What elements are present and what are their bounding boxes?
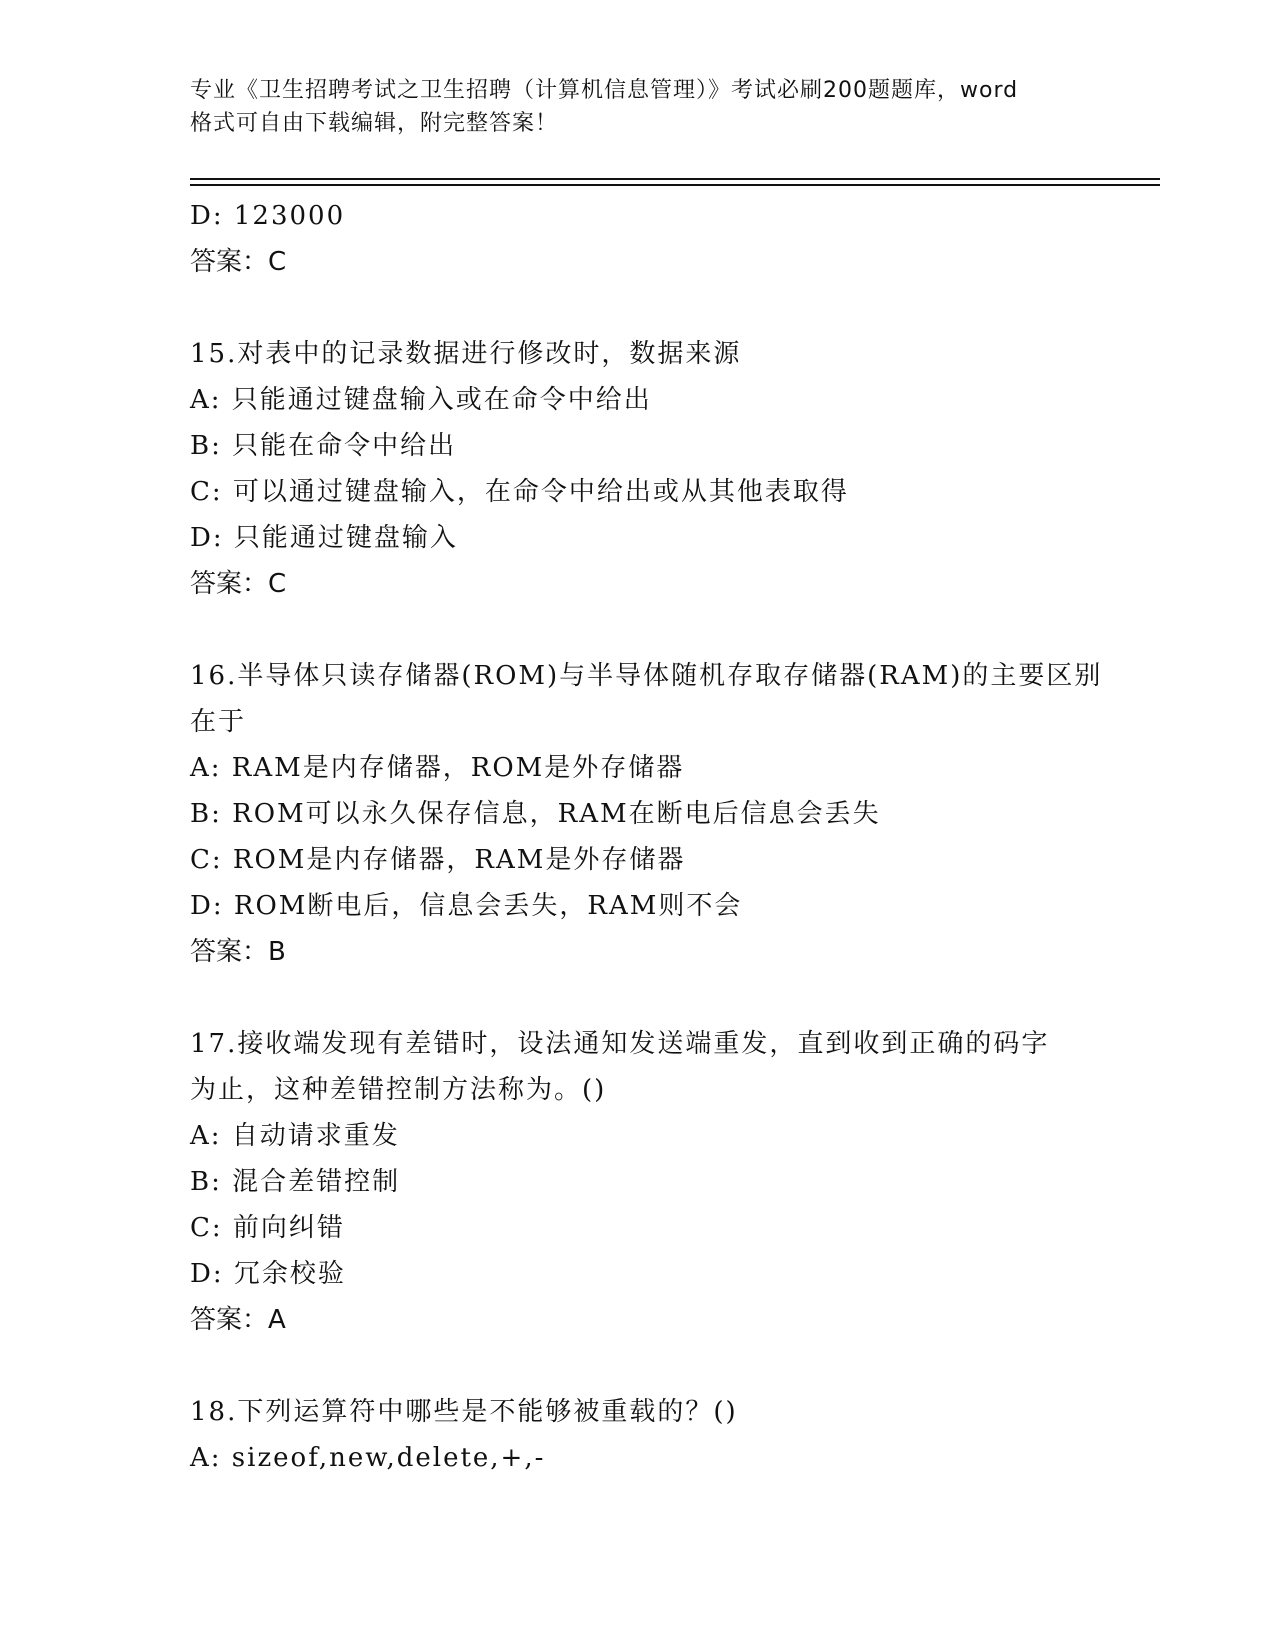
- question-16: [190, 653, 1103, 975]
- option-b: B: ROM可以永久保存信息，RAM在断电后信息会丢失: [190, 799, 881, 829]
- spacer: [190, 285, 1090, 331]
- question-stem-continued: 在于: [190, 707, 247, 737]
- option-d: D: 冗余校验: [190, 1259, 346, 1289]
- option-a: A: 只能通过键盘输入或在命令中给出: [190, 385, 652, 415]
- option-d: D: ROM断电后，信息会丢失，RAM则不会: [190, 891, 743, 921]
- question-15: [190, 331, 1090, 607]
- option-b: B: 只能在命令中给出: [190, 431, 457, 461]
- previous-option-d: D: 123000: [190, 201, 346, 231]
- question-list: [190, 193, 1103, 1481]
- option-c: C: 可以通过键盘输入，在命令中给出或从其他表取得: [190, 477, 849, 507]
- option-a: A: sizeof,new,delete,+,-: [190, 1443, 546, 1473]
- option-a: A: 自动请求重发: [190, 1121, 400, 1151]
- spacer: [190, 607, 1090, 653]
- header-divider-top: [190, 178, 1160, 180]
- question-stem: 17.接收端发现有差错时，设法通知发送端重发，直到收到正确的码字: [190, 1029, 1050, 1059]
- answer: 答案：C: [190, 569, 287, 599]
- option-c: C: ROM是内存储器，RAM是外存储器: [190, 845, 686, 875]
- spacer: [190, 1343, 1090, 1389]
- option-a: A: RAM是内存储器，ROM是外存储器: [190, 753, 685, 783]
- header-title-line-1: 专业《卫生招聘考试之卫生招聘（计算机信息管理）》考试必刷200题题库，word: [190, 78, 1019, 103]
- question-stem: 15.对表中的记录数据进行修改时，数据来源: [190, 339, 742, 369]
- previous-answer: 答案：C: [190, 247, 287, 277]
- header-divider-bottom: [190, 184, 1160, 186]
- question-stem: 18.下列运算符中哪些是不能够被重载的？(): [190, 1397, 738, 1427]
- option-b: B: 混合差错控制: [190, 1167, 401, 1197]
- spacer: [190, 975, 1090, 1021]
- option-d: D: 只能通过键盘输入: [190, 523, 458, 553]
- question-stem: 16.半导体只读存储器(ROM)与半导体随机存取存储器(RAM)的主要区别: [190, 661, 1103, 691]
- question-stem-continued: 为止，这种差错控制方法称为。(): [190, 1075, 607, 1105]
- answer: 答案：B: [190, 937, 286, 967]
- option-c: C: 前向纠错: [190, 1213, 345, 1243]
- question-18: [190, 1389, 1090, 1481]
- answer: 答案：A: [190, 1305, 286, 1335]
- header-title-line-2: 格式可自由下载编辑，附完整答案！: [190, 111, 559, 136]
- question-17: [190, 1021, 1090, 1343]
- document-header: [190, 74, 1090, 140]
